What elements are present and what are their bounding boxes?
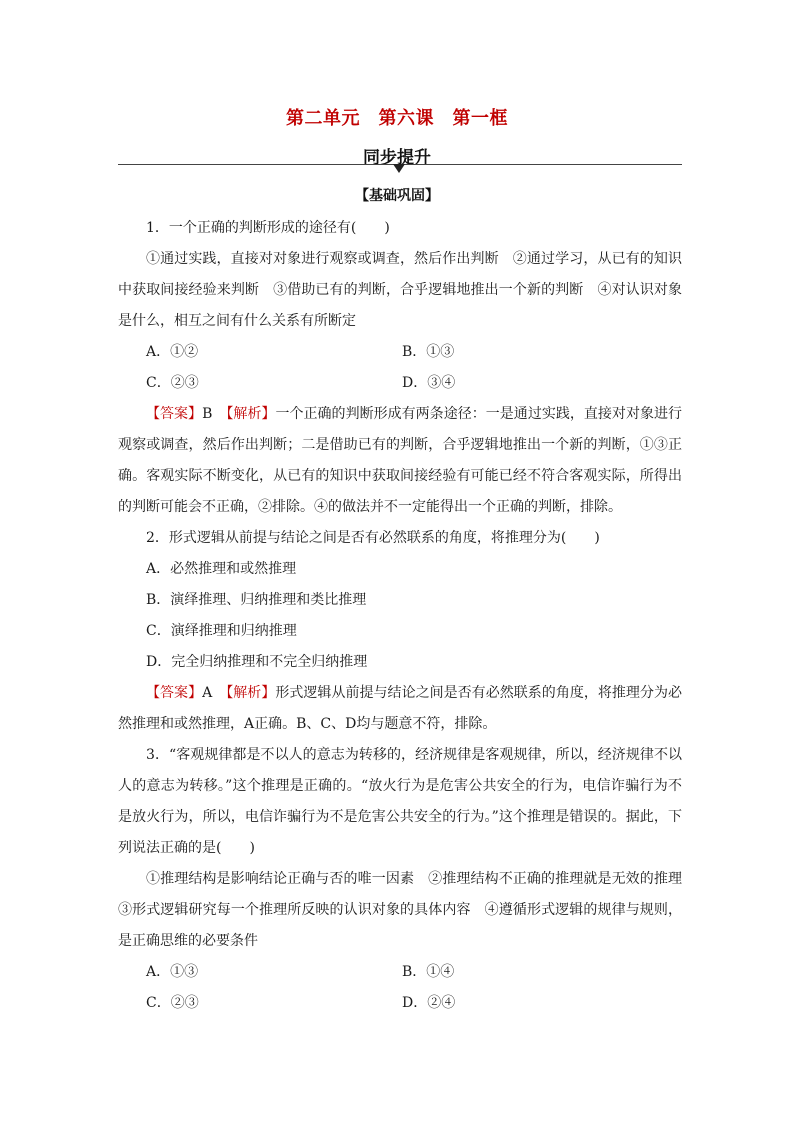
option-d: D．完全归纳推理和不完全归纳推理: [146, 654, 368, 670]
option-c: C．②③: [146, 995, 199, 1011]
analysis-text: 一个正确的判断形成有两条途径：一是通过实践，直接对对象进行观察或调查，然后作出判断；二是借助已有的判断，合乎逻辑地推出一个新的判断，①③正确。客观实际不断变化，从已有的知识中获取间接经验有可能已经不符合客观实际，所得出的判断可能会不正确，②排除。④的做法并不一定能得出一个正确的判断，排除。: [118, 406, 683, 515]
option-a: A．①②: [146, 344, 199, 360]
option-row: [118, 337, 682, 368]
option-row: [118, 957, 682, 988]
option-d: D．③④: [402, 375, 456, 391]
question-stem: 2．形式逻辑从前提与结论之间是否有必然联系的角度，将推理分为( ): [146, 530, 600, 546]
answer-block: [118, 678, 682, 740]
option-row: [118, 988, 682, 1019]
question-statements: ①通过实践，直接对对象进行观察或调查，然后作出判断 ②通过学习，从已有的知识中获取间接经验来判断 ③借助已有的判断，合乎逻辑地推出一个新的判断 ④对认识对象是什么，相互之间有什么关系有所断定: [118, 251, 682, 329]
option-row: [118, 368, 682, 399]
answer-label: 【答案】: [146, 685, 203, 701]
option-a: A．必然推理和或然推理: [146, 561, 297, 577]
analysis-text: 形式逻辑从前提与结论之间是否有必然联系的角度，将推理分为必然推理和或然推理，A正确。B、C、D均与题意不符，排除。: [118, 685, 683, 732]
answer-value: A: [202, 685, 227, 701]
answer-block: [118, 399, 682, 523]
option-b: B．①④: [402, 964, 455, 980]
question-stem: 3．“客观规律都是不以人的意志为转移的，经济规律是客观规律，所以，经济规律不以人的意志为转移。”这个推理是正确的。“放火行为是危害公共安全的行为，电信诈骗行为不是放火行为，所以，电信诈骗行为不是危害公共安全的行为。”这个推理是错误的。据此，下列说法正确的是( ): [118, 747, 682, 856]
answer-value: B: [202, 406, 227, 422]
question-list: [118, 213, 696, 1019]
analysis-label: 【解析】: [226, 685, 276, 701]
triangle-down-icon: [393, 164, 405, 173]
question-statements: ①推理结构是影响结论正确与否的唯一因素 ②推理结构不正确的推理就是无效的推理 ③形式逻辑研究每一个推理所反映的认识对象的具体内容 ④遵循形式逻辑的规律与规则，是正确思维的必要条件: [118, 871, 696, 949]
question-stem: 1．一个正确的判断形成的途径有( ): [146, 220, 390, 236]
option-a: A．①③: [146, 964, 199, 980]
option-c: C．②③: [146, 375, 199, 391]
option-b: B．①③: [402, 344, 455, 360]
page-title: 第二单元 第六课 第一框: [286, 108, 508, 129]
page-subtitle: 同步提升: [363, 148, 431, 168]
option-d: D．②④: [402, 995, 456, 1011]
answer-label: 【答案】: [146, 406, 203, 422]
analysis-label: 【解析】: [226, 406, 276, 422]
option-b: B．演绎推理、归纳推理和类比推理: [146, 592, 367, 608]
option-c: C．演绎推理和归纳推理: [146, 623, 297, 639]
section-heading: 【基础巩固】: [355, 188, 439, 204]
